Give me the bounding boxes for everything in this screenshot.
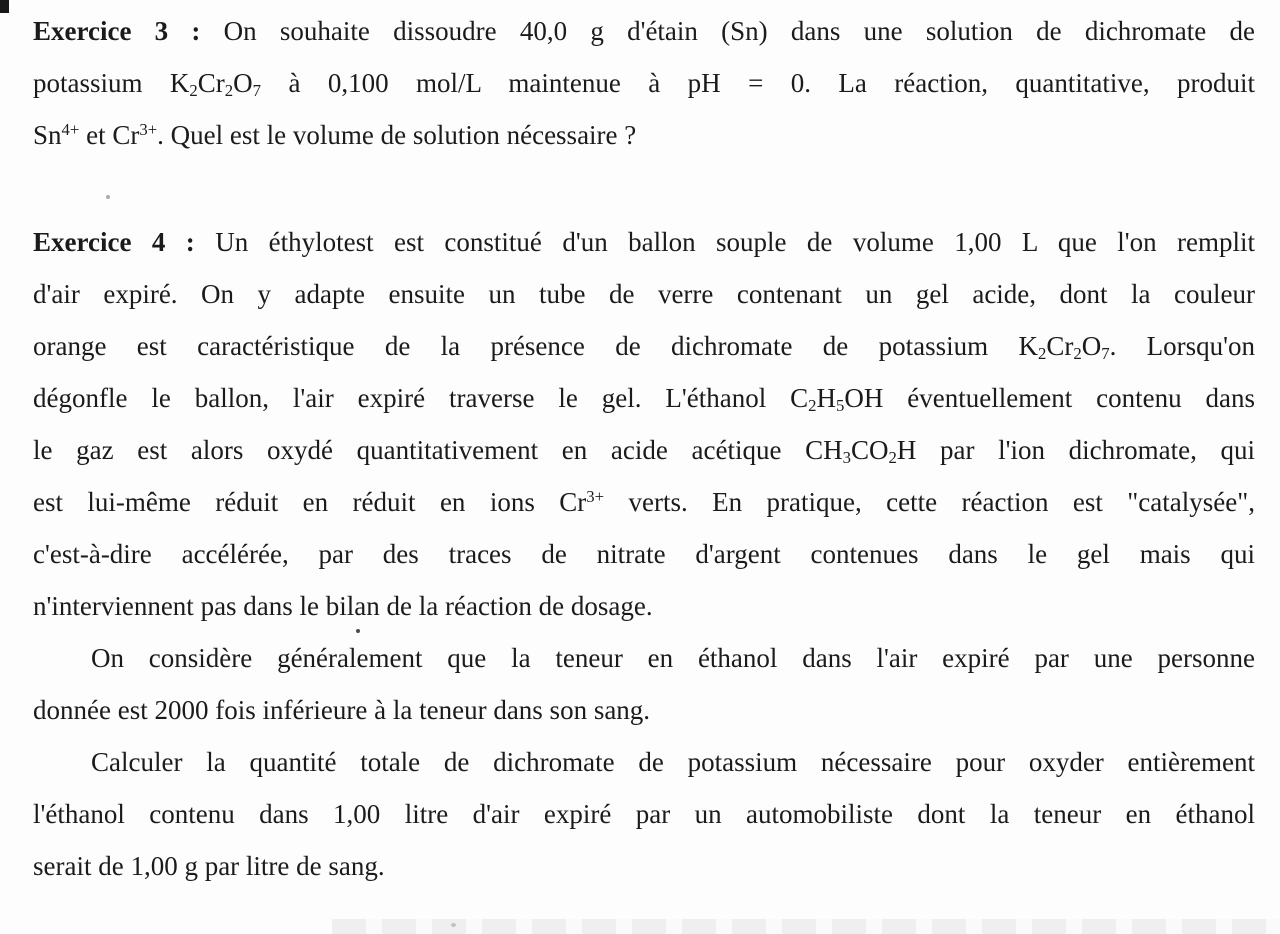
paragraph-exercice-3 bbox=[33, 5, 1255, 161]
text-run: Cr bbox=[1046, 331, 1074, 361]
text-line bbox=[33, 528, 1255, 580]
text-line bbox=[33, 320, 1255, 372]
text-run: potassium K bbox=[33, 68, 190, 98]
text-run: et Cr bbox=[79, 120, 140, 150]
text-run: est lui-même réduit en réduit en ions Cr bbox=[33, 487, 587, 517]
scan-speck bbox=[356, 629, 360, 633]
text-run: OH éventuellement contenu dans bbox=[844, 383, 1255, 413]
text-line bbox=[33, 5, 1255, 57]
text-line bbox=[33, 840, 1255, 892]
text-run: CO bbox=[850, 435, 889, 465]
text-run: d'air expiré. On y adapte ensuite un tube de verre contenant un gel acide, dont la couleur bbox=[33, 279, 1255, 309]
scan-artifact-corner bbox=[0, 0, 9, 13]
scan-artifact-band bbox=[332, 919, 1280, 934]
text-run: dégonfle le ballon, l'air expiré traverse le gel. L'éthanol C bbox=[33, 383, 809, 413]
formula-subscript: 7 bbox=[252, 80, 262, 100]
text-run: serait de 1,00 g par litre de sang. bbox=[33, 851, 385, 881]
formula-subscript: 3 bbox=[842, 447, 851, 467]
text-run: . Lorsqu'on bbox=[1109, 331, 1255, 361]
formula-subscript: 2 bbox=[224, 80, 234, 100]
text-run: n'interviennent pas dans le bilan de la réaction de dosage. bbox=[33, 591, 653, 621]
text-run: Un éthylotest est constitué d'un ballon souple de volume 1,00 L que l'on remplit bbox=[194, 227, 1255, 257]
formula-subscript: 2 bbox=[808, 395, 817, 415]
text-line bbox=[33, 736, 1255, 788]
text-line bbox=[33, 684, 1255, 736]
text-line bbox=[33, 216, 1255, 268]
formula-subscript: 2 bbox=[1073, 343, 1082, 363]
text-line bbox=[33, 57, 1255, 109]
text-line bbox=[33, 372, 1255, 424]
formula-subscript: 2 bbox=[1037, 343, 1047, 363]
formula-subscript: 2 bbox=[888, 447, 897, 467]
text-run: On considère généralement que la teneur en éthanol dans l'air expiré par une personne bbox=[91, 643, 1255, 673]
text-line bbox=[33, 268, 1255, 320]
text-run: Sn bbox=[33, 120, 62, 150]
text-run: orange est caractéristique de la présence de dichromate de potassium K bbox=[33, 331, 1038, 361]
ion-superscript: 3+ bbox=[586, 487, 605, 507]
text-line bbox=[33, 632, 1255, 684]
paragraph-exercice-4 bbox=[33, 216, 1255, 632]
text-run: Cr bbox=[197, 68, 225, 98]
paragraph-exercice-4-note-teneur bbox=[33, 632, 1255, 736]
text-run: H bbox=[816, 383, 837, 413]
text-run: verts. En pratique, cette réaction est "catalysée", bbox=[604, 487, 1255, 517]
paragraph-exercice-4-question bbox=[33, 736, 1255, 892]
formula-subscript: 2 bbox=[189, 80, 198, 100]
text-run: On souhaite dissoudre 40,0 g d'étain (Sn) dans une solution de dichromate de bbox=[200, 16, 1255, 46]
text-run: à 0,100 mol/L maintenue à pH = 0. La réaction, quantitative, produit bbox=[261, 68, 1255, 98]
text-run: le gaz est alors oxydé quantitativement en acide acétique CH bbox=[33, 435, 843, 465]
text-run: Calculer la quantité totale de dichromate de potassium nécessaire pour oxyder entièrement bbox=[91, 747, 1255, 777]
formula-subscript: 7 bbox=[1101, 343, 1110, 363]
text-run: donnée est 2000 fois inférieure à la teneur dans son sang. bbox=[33, 695, 651, 725]
scan-speck bbox=[106, 195, 110, 199]
text-line bbox=[33, 424, 1255, 476]
ion-superscript: 4+ bbox=[61, 120, 80, 140]
text-line bbox=[33, 580, 1255, 632]
text-run: O bbox=[233, 68, 253, 98]
exercise-label: Exercice 4 : bbox=[33, 227, 195, 257]
text-run: l'éthanol contenu dans 1,00 litre d'air expiré par un automobiliste dont la teneur en éthanol bbox=[33, 799, 1255, 829]
formula-subscript: 5 bbox=[836, 395, 845, 415]
text-run: H par l'ion dichromate, qui bbox=[896, 435, 1255, 465]
text-run: . Quel est le volume de solution nécessaire ? bbox=[157, 120, 637, 150]
text-line bbox=[33, 109, 1255, 161]
exercise-label: Exercice 3 : bbox=[33, 16, 201, 46]
ion-superscript: 3+ bbox=[139, 120, 158, 140]
text-line bbox=[33, 476, 1255, 528]
text-run: c'est-à-dire accélérée, par des traces de nitrate d'argent contenues dans le gel mais qui bbox=[33, 539, 1255, 569]
document-body bbox=[33, 5, 1255, 892]
text-line bbox=[33, 788, 1255, 840]
text-run: O bbox=[1081, 331, 1102, 361]
